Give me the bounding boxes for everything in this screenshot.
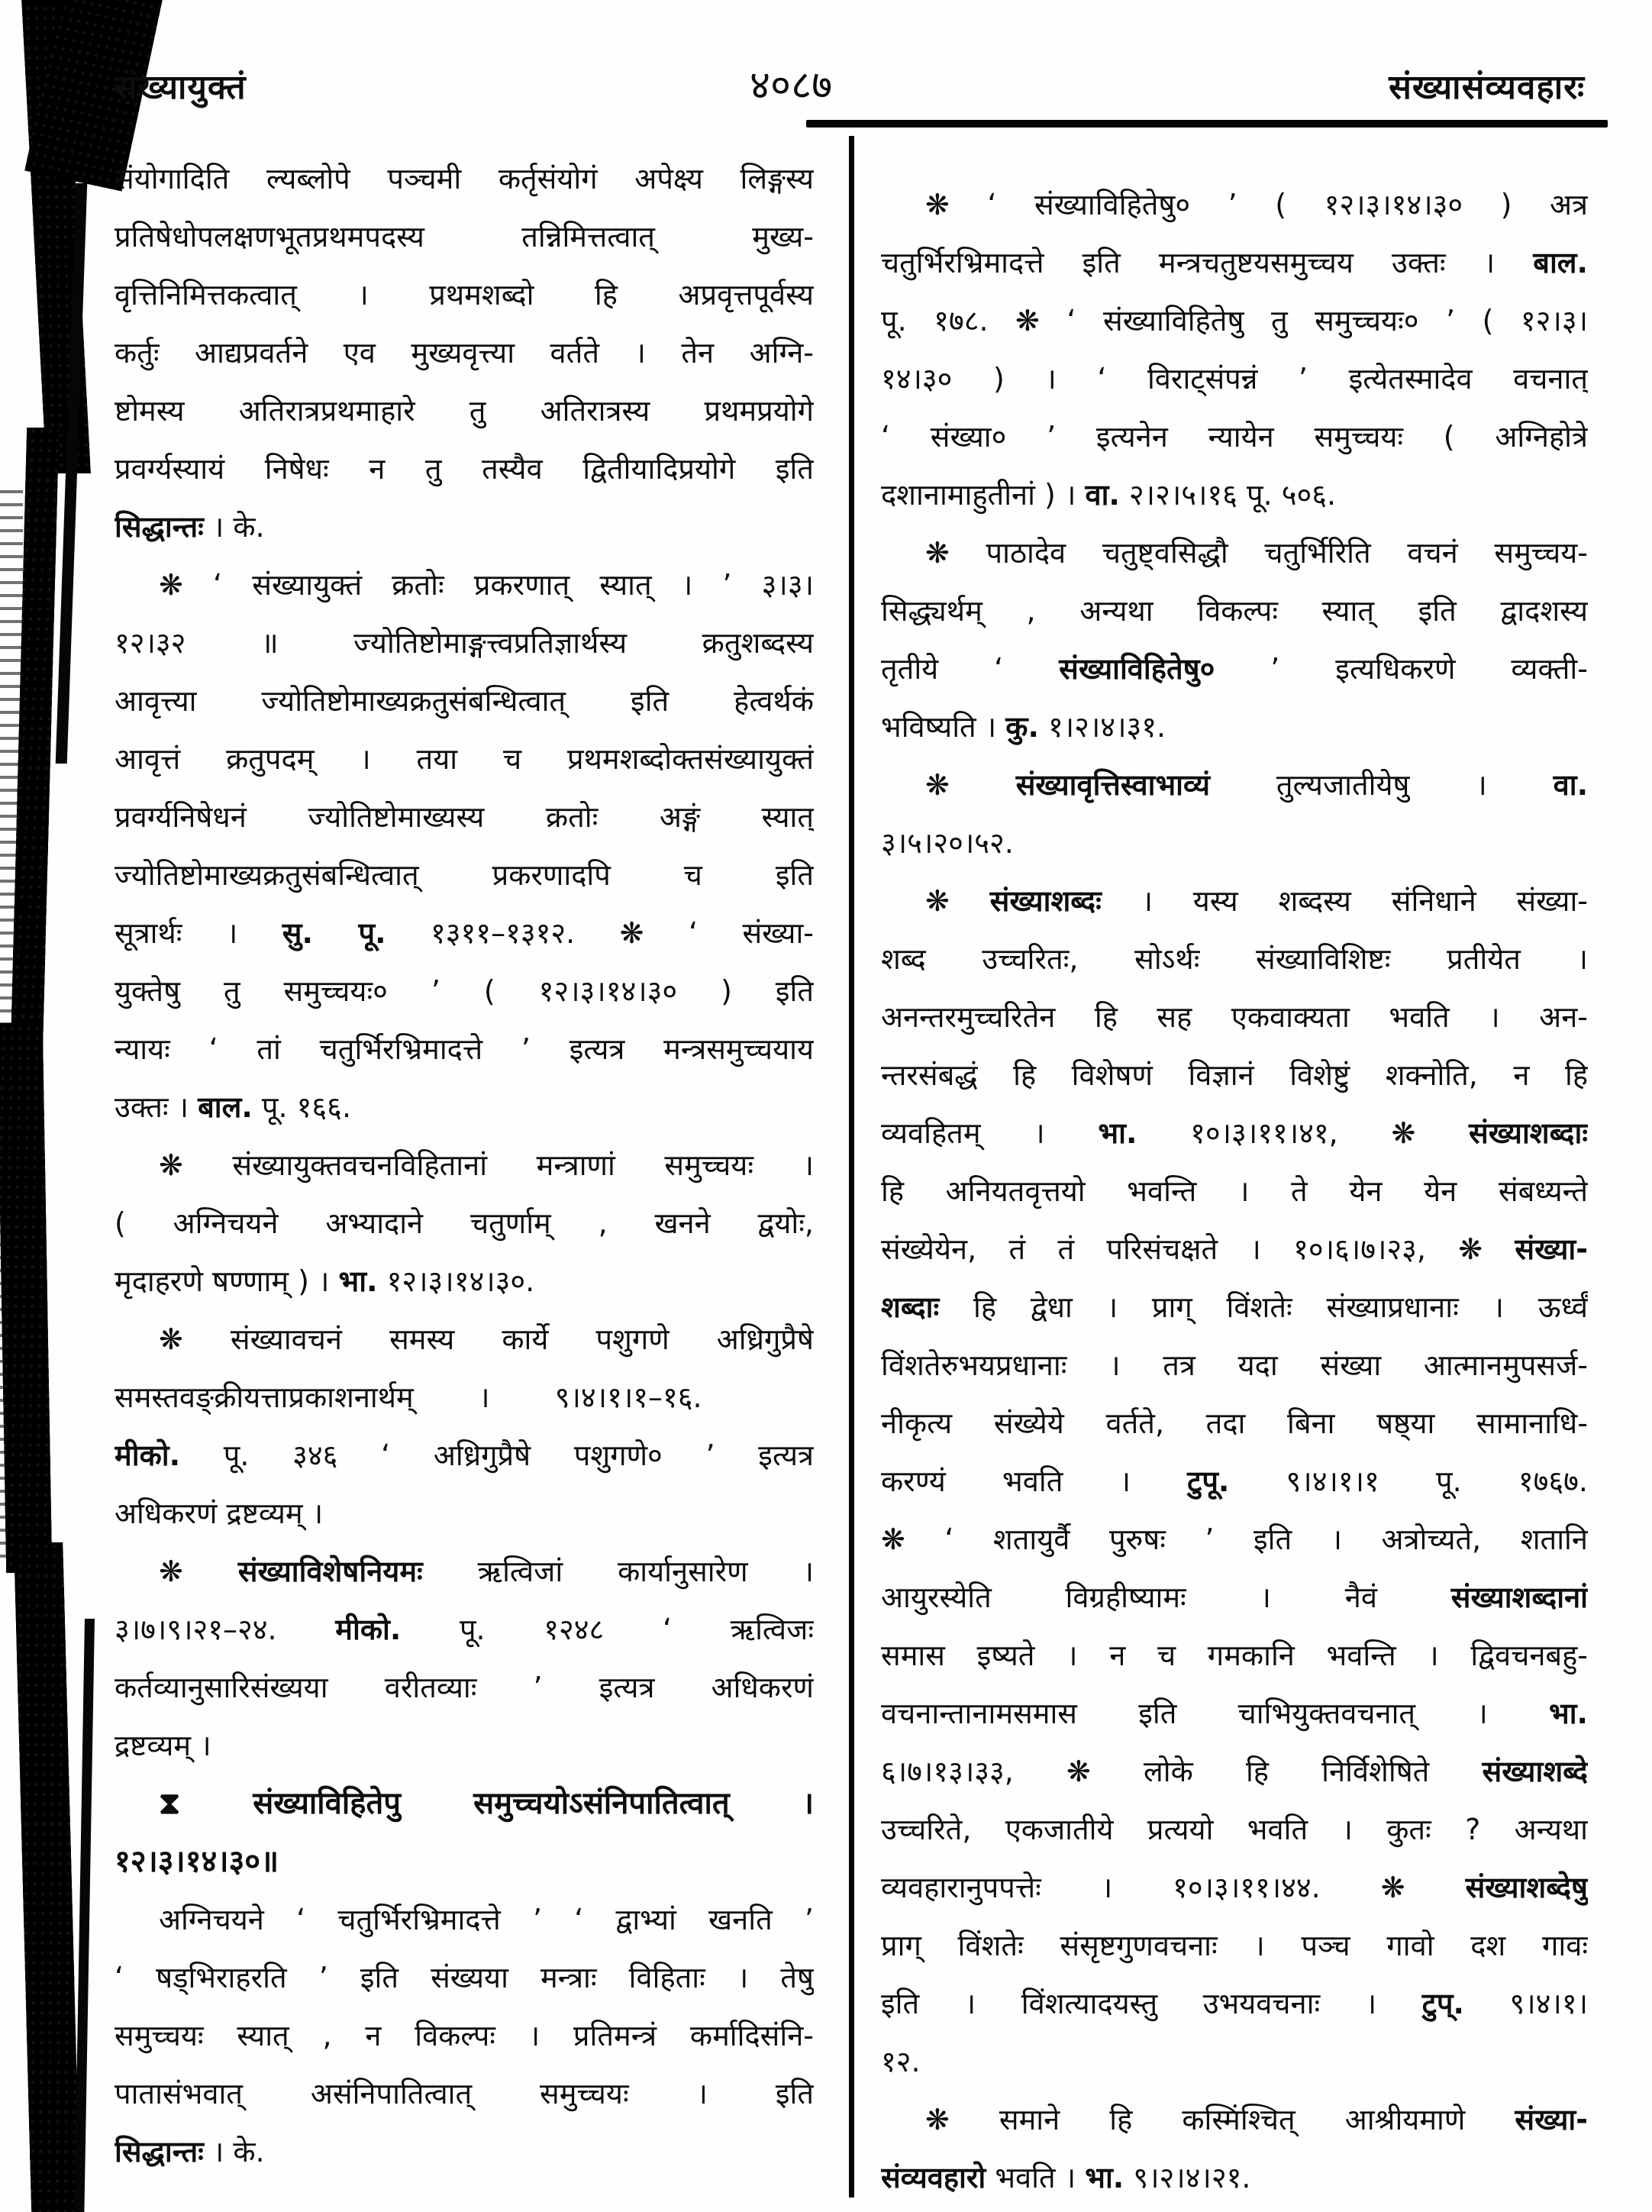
page-number: ४०८७ [750, 63, 833, 108]
paragraph [115, 150, 814, 556]
paragraph [881, 2091, 1588, 2207]
scan-artifact-blob-bottom [14, 1542, 81, 2212]
text-line: संयोगादिति ल्यब्लोपे पञ्चमी कर्तृसंयोगं अपेक्ष्य लिङ्गस्य [115, 162, 814, 195]
text-line: दशानामाहुतीनां ) । वा. २।२।५।१६ पू. ५०६. [881, 478, 1337, 512]
left-column [115, 150, 814, 2181]
paragraph [881, 176, 1588, 524]
text-line: समस्तवङ्क्रीयत्ताप्रकाशनार्थम् । ९।४।१।१–१६. [115, 1380, 702, 1414]
text-line: ❋ समाने हि कस्मिंश्चित् आश्रीयमाणे संख्या- [925, 2103, 1588, 2136]
paragraph [115, 1136, 814, 1310]
text-line: द्रष्टव्यम् । [115, 1729, 211, 1762]
paragraph [115, 1310, 814, 1542]
header-right-title: संख्यासंव्यवहारः [1389, 68, 1585, 107]
text-line: ष्टोमस्य अतिरात्रप्रथमाहारे तु अतिरात्रस्य प्रथमप्रयोगे [115, 394, 814, 428]
text-line: सिद्धान्तः । के. [115, 510, 265, 544]
paragraph [115, 1542, 814, 1774]
text-line: संव्यवहारो भवति । भा. ९।२।४।२१. [881, 2161, 1251, 2194]
right-column [881, 176, 1588, 2207]
text-line: १२।३२ ॥ ज्योतिष्टोमाङ्गत्त्वप्रतिज्ञार्थस्य क्रतुशब्दस्य [115, 626, 814, 660]
text-line: ❋ पाठादेव चतुष्ट्वसिद्धौ चतुर्भिरिति वचनं समुच्चय- [925, 536, 1588, 570]
text-line: ⧗ संख्याविहितेपु समुच्चयोऽसंनिपातित्वात् । [159, 1786, 814, 1821]
paragraph [115, 556, 814, 1136]
text-line: शब्द उच्चरितः, सोऽर्थः संख्याविशिष्टः प्रतीयेत । [881, 942, 1588, 976]
text-line: १२।३।१४।३०॥ [115, 1844, 279, 1879]
text-line: चतुर्भिरभ्रिमादत्ते इति मन्त्रचतुष्टयसमुच्चय उक्तः । बाल. [881, 246, 1588, 279]
text-line: ❋ संख्यावृत्तिस्वाभाव्यं तुल्यजातीयेषु । वा. [925, 768, 1588, 802]
text-line: युक्तेषु तु समुच्चयः० ’ ( १२।३।१४।३० ) इति [115, 974, 814, 1008]
text-line: ❋ संख्याशब्दः । यस्य शब्दस्य संनिधाने संख्या- [925, 884, 1588, 918]
text-line: अनन्तरमुच्चरितेन हि सह एकवाक्यता भवति । अन- [881, 1000, 1588, 1034]
text-line: नीकृत्य संख्येये वर्तते, तदा बिना षष्ठ्या सामानाधि- [881, 1406, 1588, 1440]
text-line: ❋ ‘ संख्याविहितेषु० ’ ( १२।३।१४।३० ) अत्र [925, 188, 1588, 221]
text-line: तृतीये ‘ संख्याविहितेषु० ’ इत्यधिकरणे व्यक्ती- [881, 652, 1588, 686]
text-line: इति । विंशत्यादयस्तु उभयवचनाः । टुप्. ९।४।१। [881, 1987, 1588, 2020]
text-line: ‘ षड्भिराहरति ’ इति संख्यया मन्त्राः विहिताः । तेषु [115, 1961, 814, 1994]
text-line: मृदाहरणे षण्णाम् ) । भा. १२।३।१४।३०. [115, 1264, 535, 1298]
text-line: समुच्चयः स्यात् , न विकल्पः । प्रतिमन्त्रं कर्मादिसंनि- [115, 2019, 814, 2052]
text-line: प्रवर्ग्यस्यायं निषेधः न तु तस्यैव द्वितीयादिप्रयोगे इति [115, 452, 814, 486]
text-line: सिद्ध्यर्थम् , अन्यथा विकल्पः स्यात् इति द्वादशस्य [881, 594, 1588, 628]
text-line: भविष्यति । कु. १।२।४।३१. [881, 710, 1166, 744]
text-line: ❋ संख्यायुक्तवचनविहितानां मन्त्राणां समुच्चयः । [159, 1148, 814, 1182]
text-line: शब्दाः हि द्वेधा । प्राग् विंशतेः संख्याप्रधानाः । ऊर्ध्वं [881, 1290, 1588, 1324]
text-line: ६।७।१३।३३, ❋ लोके हि निर्विशेषिते संख्याशब्दे [881, 1755, 1588, 1788]
text-line: वृत्तिनिमित्तकत्वात् । प्रथमशब्दो हि अप्रवृत्तपूर्वस्य [115, 278, 814, 312]
text-line: संख्येयेन, तं तं परिसंचक्षते । १०।६।७।२३, ❋ संख्या- [881, 1232, 1588, 1266]
text-line: प्रतिषेधोपलक्षणभूतप्रथमपदस्य तन्निमित्तत्वात् मुख्य- [115, 220, 814, 253]
text-line: कर्तुः आद्यप्रवर्तने एव मुख्यवृत्त्या वर्तते । तेन अग्नि- [115, 336, 814, 370]
text-line: ❋ ‘ संख्यायुक्तं क्रतोः प्रकरणात् स्यात् । ’ ३।३। [159, 568, 814, 602]
text-line: पू. १७८. ❋ ‘ संख्याविहितेषु तु समुच्चयः० ’ ( १२।३। [881, 304, 1588, 337]
text-line: न्तरसंबद्धं हि विशेषणं विज्ञानं विशेष्टुं शक्नोति, न हि [881, 1058, 1588, 1092]
text-line: सूत्रार्थः । सु. पू. १३११–१३१२. ❋ ‘ संख्या- [115, 916, 814, 950]
paragraph [115, 1891, 814, 2181]
paragraph [881, 524, 1588, 756]
text-line: १४।३० ) । ‘ विराट्संपन्नं ’ इत्येतस्मादेव वचनात् [881, 362, 1588, 396]
text-line: उक्तः । बाल. पू. १६६. [115, 1090, 352, 1124]
column-divider [849, 136, 854, 2197]
text-line: हि अनियतवृत्तयो भवन्ति । ते येन येन संबध्यन्ते [881, 1174, 1588, 1208]
text-line: आवृत्त्या ज्योतिष्टोमाख्यक्रतुसंबन्धित्वात् इति हेत्वर्थकं [115, 684, 814, 718]
text-line: पातासंभवात् असंनिपातित्वात् समुच्चयः । इति [115, 2077, 814, 2110]
text-line: ज्योतिष्टोमाख्यक्रतुसंबन्धित्वात् प्रकरणादपि च इति [115, 858, 814, 892]
text-line: सिद्धान्तः । के. [115, 2135, 265, 2168]
text-line: विंशतेरुभयप्रधानाः । तत्र यदा संख्या आत्मानमुपसर्ज- [881, 1348, 1588, 1382]
text-line: व्यवहितम् । भा. १०।३।११।४१, ❋ संख्याशब्दाः [881, 1116, 1588, 1150]
text-line: न्यायः ‘ तां चतुर्भिरभ्रिमादत्ते ’ इत्यत्र मन्त्रसमुच्चयाय [115, 1032, 814, 1066]
text-line: ❋ ‘ शतायुर्वै पुरुषः ’ इति । अत्रोच्यते, शतानि [881, 1523, 1588, 1556]
text-line: मीको. पू. ३४६ ‘ अध्रिगुप्रैषे पशुगणे० ’ इत्यत्र [115, 1439, 814, 1472]
scan-artifact-streak-3 [74, 1619, 95, 2212]
header-rule [806, 120, 1608, 128]
text-line: ❋ संख्याविशेषनियमः ऋत्विजां कार्यानुसारेण । [159, 1555, 814, 1588]
text-line: प्रवर्ग्यनिषेधनं ज्योतिष्टोमाख्यस्य क्रतोः अङ्गं स्यात् [115, 800, 814, 834]
text-line: करण्यं भवति । टुपू. ९।४।१।१ पू. १७६७. [881, 1464, 1588, 1498]
text-line: ‘ संख्या० ’ इत्यनेन न्यायेन समुच्चयः ( अग्निहोत्रे [881, 420, 1588, 454]
text-line: अधिकरणं द्रष्टव्यम् । [115, 1497, 324, 1530]
paragraph [881, 872, 1588, 2091]
paragraph [115, 1774, 814, 1891]
text-line: ३।७।९।२१–२४. मीको. पू. १२४८ ‘ ऋत्विजः [115, 1613, 814, 1646]
text-line: १२. [881, 2045, 921, 2078]
header-left-title: संख्यायुक्तं [115, 68, 247, 107]
text-line: ३।५।२०।५२. [881, 826, 1014, 860]
text-line: ❋ संख्यावचनं समस्य कार्ये पशुगणे अध्रिगुप्रैषे [159, 1322, 814, 1356]
text-line: व्यवहारानुपपत्तेः । १०।३।११।४४. ❋ संख्याशब्देषु [881, 1871, 1588, 1904]
paragraph [881, 756, 1588, 872]
text-line: आवृत्तं क्रतुपदम् । तया च प्रथमशब्दोक्तसंख्यायुक्तं [115, 742, 814, 776]
text-line: उच्चरिते, एकजातीये प्रत्ययो भवति । कुतः ? अन्यथा [881, 1813, 1588, 1846]
text-line: कर्तव्यानुसारिसंख्यया वरीतव्याः ’ इत्यत्र अधिकरणं [115, 1671, 814, 1704]
text-line: वचनान्तानामसमास इति चाभियुक्तवचनात् । भा. [881, 1697, 1588, 1730]
text-line: आयुरस्येति विग्रहीष्यामः । नैवं संख्याशब्दानां [881, 1581, 1588, 1614]
text-line: ( अग्निचयने अभ्यादाने चतुर्णाम् , खनने द्वयोः, [115, 1206, 814, 1240]
scan-artifact-blob-mid [0, 1023, 52, 1573]
text-line: प्राग् विंशतेः संसृष्टगुणवचनाः । पञ्च गावो दश गावः [881, 1929, 1588, 1962]
text-line: समास इष्यते । न च गमकानि भवन्ति । द्विवचनबहु- [881, 1639, 1588, 1672]
text-line: अग्निचयने ‘ चतुर्भिरभ्रिमादत्ते ’ ‘ द्वाभ्यां खनति ’ [159, 1903, 814, 1936]
